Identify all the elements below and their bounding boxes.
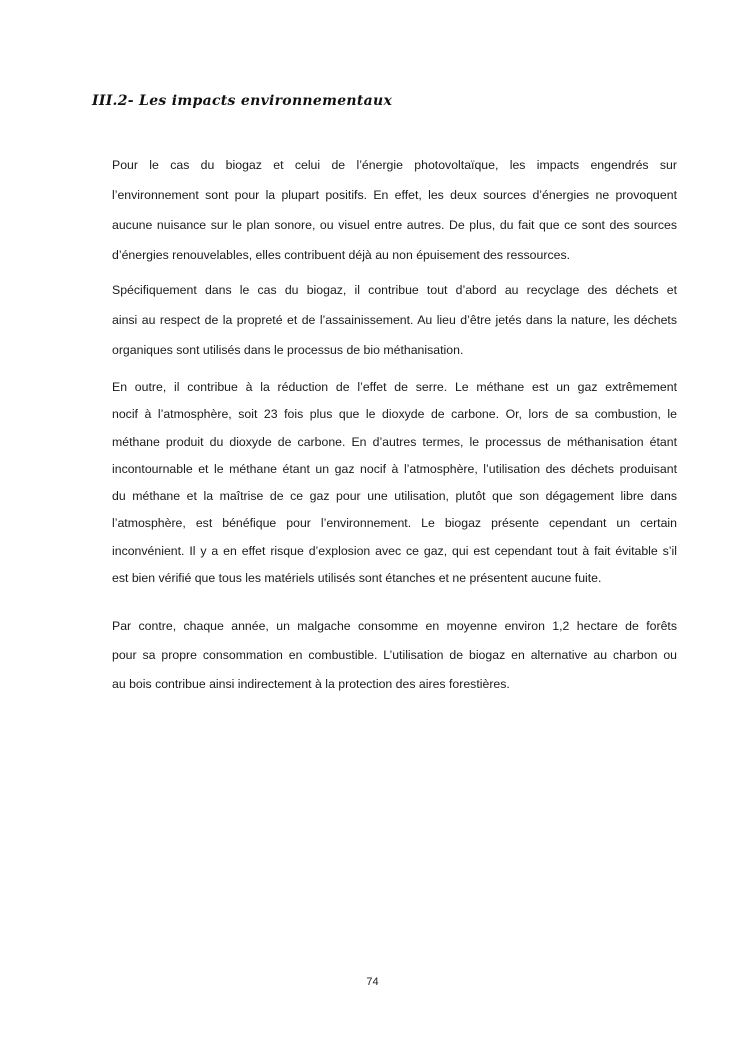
text-line: inconvénient. Il y a en effet risque d’explosion avec ce gaz, qui est cependant tout à fait évitable s’il [112,543,677,558]
paragraph-forest-protection [67,612,677,699]
paragraph-waste-recycling [67,275,677,365]
text-line: l’environnement sont pour la plupart positifs. En effet, les deux sources d’énergies ne provoquent [112,188,677,202]
paragraph-environmental-impacts [67,150,677,270]
text-line: au bois contribue ainsi indirectement à la protection des aires forestières. [112,677,510,691]
section-heading: III.2- Les impacts environnementaux [92,93,393,109]
text-line: aucune nuisance sur le plan sonore, ou visuel entre autres. De plus, du fait que ce sont des sources [112,218,677,232]
text-line: organiques sont utilisés dans le processus de bio méthanisation. [112,343,464,357]
text-line: Pour le cas du biogaz et celui de l’énergie photovoltaïque, les impacts engendrés sur [112,158,677,172]
paragraph-greenhouse-effect [67,374,677,592]
text-line: Par contre, chaque année, un malgache consomme en moyenne environ 1,2 hectare de forêts [112,619,677,633]
page-number: 74 [366,976,379,988]
text-line: En outre, il contribue à la réduction de l’effet de serre. Le méthane est un gaz extrêmement [112,380,677,394]
text-line: d’énergies renouvelables, elles contribuent déjà au non épuisement des ressources. [112,248,571,262]
text-line: pour sa propre consommation en combustible. L’utilisation de biogaz en alternative au charbon ou [112,648,677,662]
text-line: est bien vérifié que tous les matériels utilisés sont étanches et ne présentent aucune fuite. [112,571,602,586]
text-line: Spécifiquement dans le cas du biogaz, il contribue tout d’abord au recyclage des déchets et [112,283,677,297]
text-line: incontournable et le méthane étant un gaz nocif à l’atmosphère, l’utilisation des déchets produisant [112,461,677,476]
text-line: du méthane et la maîtrise de ce gaz pour une utilisation, plutôt que son dégagement libre dans [112,489,677,504]
text-line: nocif à l’atmosphère, soit 23 fois plus que le dioxyde de carbone. Or, lors de sa combustion, le [112,407,677,422]
text-line: ainsi au respect de la propreté et de l’assainissement. Au lieu d’être jetés dans la nature, les déchets [112,313,677,327]
text-line: méthane produit du dioxyde de carbone. En d’autres termes, le processus de méthanisation étant [112,434,677,449]
text-line: l’atmosphère, est bénéfique pour l’environnement. Le biogaz présente cependant un certain [112,516,677,531]
